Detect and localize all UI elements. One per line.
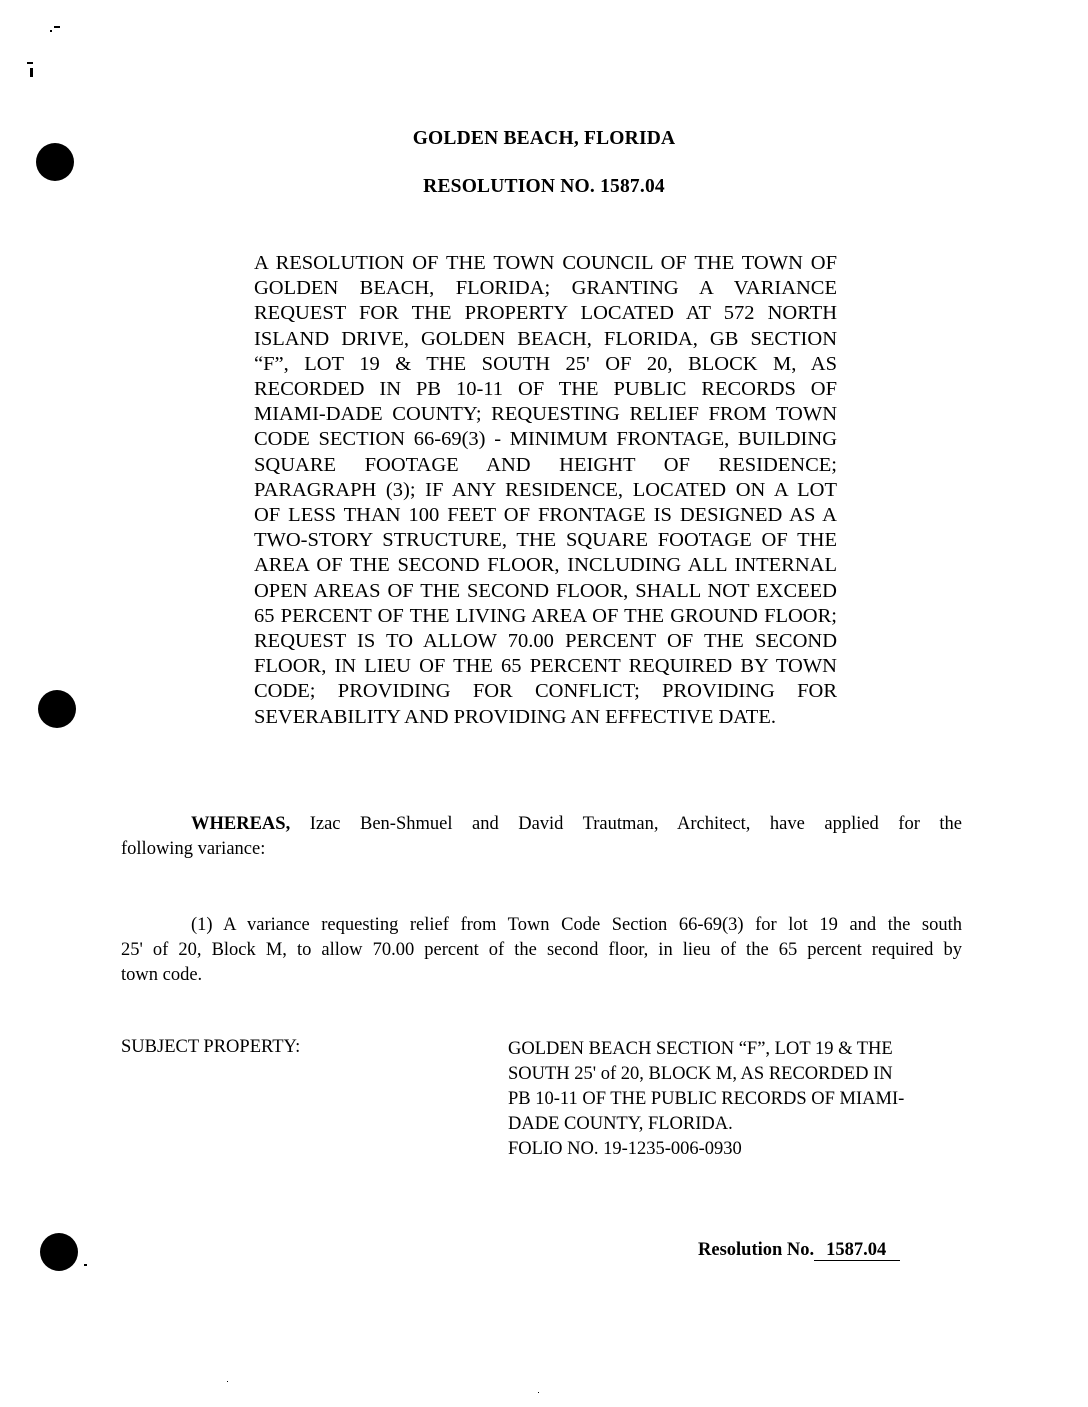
resolution-summary bbox=[254, 251, 837, 730]
scan-speck bbox=[27, 62, 33, 64]
scan-speck bbox=[538, 1392, 539, 1393]
summary-line: TWO-STORY STRUCTURE, THE SQUARE FOOTAGE OF THE bbox=[254, 529, 837, 552]
whereas-text: Izac Ben-Shmuel and David Trautman, Architect, have applied for the bbox=[290, 814, 962, 834]
whereas-paragraph bbox=[121, 812, 962, 862]
whereas-line bbox=[121, 812, 962, 837]
summary-line: FLOOR, IN LIEU OF THE 65 PERCENT REQUIRED BY TOWN bbox=[254, 655, 837, 678]
summary-line: “F”, LOT 19 & THE SOUTH 25' OF 20, BLOCK M, AS bbox=[254, 352, 837, 375]
variance-line: town code. bbox=[121, 965, 203, 985]
subject-property-description bbox=[508, 1037, 963, 1162]
whereas-keyword: WHEREAS, bbox=[191, 814, 291, 834]
scan-speck bbox=[30, 68, 33, 77]
hole-punch-middle bbox=[38, 690, 76, 728]
summary-line: SQUARE FOOTAGE AND HEIGHT OF RESIDENCE; bbox=[254, 453, 837, 476]
summary-line: REQUEST FOR THE PROPERTY LOCATED AT 572 NORTH bbox=[254, 302, 837, 325]
subject-property-line: DADE COUNTY, FLORIDA. bbox=[508, 1114, 733, 1134]
scan-speck bbox=[84, 1264, 87, 1266]
summary-line: 65 PERCENT OF THE LIVING AREA OF THE GROUND FLOOR; bbox=[254, 604, 837, 627]
summary-line: SEVERABILITY AND PROVIDING AN EFFECTIVE DATE. bbox=[254, 705, 776, 728]
summary-line: MIAMI-DADE COUNTY; REQUESTING RELIEF FROM TOWN bbox=[254, 403, 837, 426]
scan-speck bbox=[50, 30, 52, 32]
summary-line: GOLDEN BEACH, FLORIDA; GRANTING A VARIANCE bbox=[254, 277, 837, 300]
subject-property-line: SOUTH 25' of 20, BLOCK M, AS RECORDED IN bbox=[508, 1064, 893, 1084]
footer-resolution-number bbox=[698, 1240, 900, 1261]
summary-line: A RESOLUTION OF THE TOWN COUNCIL OF THE TOWN OF bbox=[254, 252, 837, 274]
scan-speck bbox=[227, 1381, 228, 1382]
footer-label: Resolution No. bbox=[698, 1240, 815, 1260]
summary-line: OPEN AREAS OF THE SECOND FLOOR, SHALL NOT EXCEED bbox=[254, 579, 837, 602]
subject-property-line: PB 10-11 OF THE PUBLIC RECORDS OF MIAMI- bbox=[508, 1089, 905, 1109]
summary-line: RECORDED IN PB 10-11 OF THE PUBLIC RECORDS OF bbox=[254, 378, 837, 401]
town-heading: GOLDEN BEACH, FLORIDA bbox=[412, 128, 676, 149]
subject-property-line: GOLDEN BEACH SECTION “F”, LOT 19 & THE bbox=[508, 1039, 893, 1059]
folio-number: FOLIO NO. 19-1235-006-0930 bbox=[508, 1139, 742, 1159]
summary-line: CODE SECTION 66-69(3) - MINIMUM FRONTAGE, BUILDING bbox=[254, 428, 837, 451]
summary-line: PARAGRAPH (3); IF ANY RESIDENCE, LOCATED ON A LOT bbox=[254, 478, 837, 501]
variance-line: (1) A variance requesting relief from Town Code Section 66-69(3) for lot 19 and the south bbox=[191, 915, 962, 935]
summary-line: REQUEST IS TO ALLOW 70.00 PERCENT OF THE SECOND bbox=[254, 630, 837, 653]
whereas-line: following variance: bbox=[121, 839, 266, 859]
variance-item bbox=[121, 913, 962, 988]
summary-line: CODE; PROVIDING FOR CONFLICT; PROVIDING FOR bbox=[254, 680, 837, 703]
hole-punch-bottom bbox=[40, 1233, 78, 1271]
summary-line: OF LESS THAN 100 FEET OF FRONTAGE IS DESIGNED AS A bbox=[254, 504, 837, 527]
summary-line: ISLAND DRIVE, GOLDEN BEACH, FLORIDA, GB SECTION bbox=[254, 327, 837, 350]
summary-line: AREA OF THE SECOND FLOOR, INCLUDING ALL INTERNAL bbox=[254, 554, 837, 577]
scan-speck bbox=[54, 26, 60, 28]
resolution-heading: RESOLUTION NO. 1587.04 bbox=[423, 176, 665, 197]
subject-property-label: SUBJECT PROPERTY: bbox=[121, 1037, 301, 1057]
variance-line: 25' of 20, Block M, to allow 70.00 percent of the second floor, in lieu of the 65 percent required by bbox=[121, 940, 962, 960]
footer-number: 1587.04 bbox=[814, 1240, 900, 1261]
